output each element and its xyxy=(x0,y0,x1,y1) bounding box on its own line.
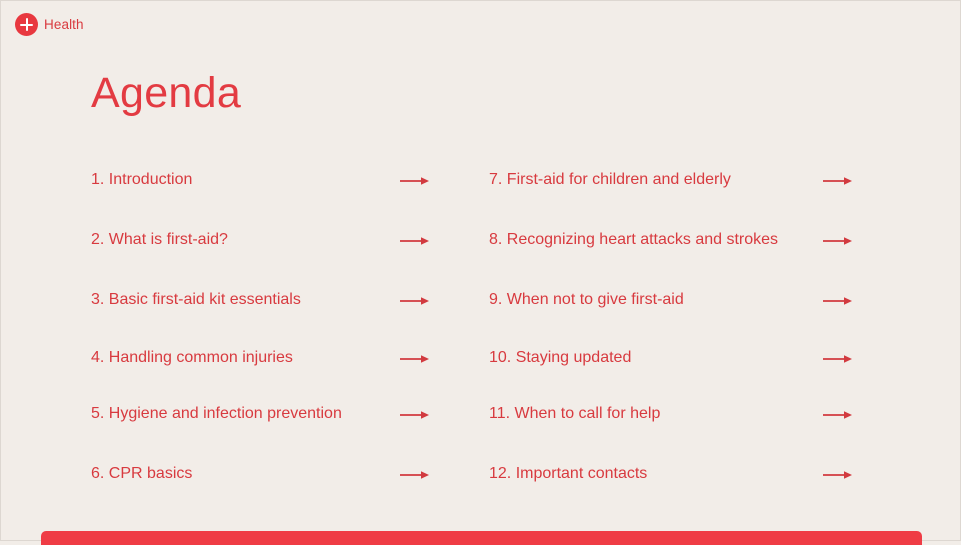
brand xyxy=(15,13,84,36)
agenda-item xyxy=(489,349,631,367)
agenda-item xyxy=(91,349,293,367)
footer-accent-bar xyxy=(41,531,922,545)
agenda-item-label: 5. Hygiene and infection prevention xyxy=(91,405,342,422)
agenda-item xyxy=(91,231,228,249)
arrow-right-icon xyxy=(823,296,853,306)
arrow-right-icon xyxy=(823,410,853,420)
arrow-right-icon xyxy=(823,470,853,480)
arrow-right-icon xyxy=(400,354,430,364)
agenda-item xyxy=(91,291,301,309)
agenda-item-label: 1. Introduction xyxy=(91,171,193,188)
arrow-right-icon xyxy=(823,236,853,246)
plus-circle-icon xyxy=(15,13,38,36)
page-title: Agenda xyxy=(91,69,242,117)
arrow-right-icon xyxy=(400,410,430,420)
agenda-item xyxy=(489,231,778,249)
agenda-item-label: 6. CPR basics xyxy=(91,465,193,482)
brand-label: Health xyxy=(44,17,84,32)
agenda-item xyxy=(91,465,192,483)
agenda-item-label: 8. Recognizing heart attacks and strokes xyxy=(489,231,779,248)
agenda-item-label: 3. Basic first-aid kit essentials xyxy=(91,291,301,308)
agenda-item-label: 2. What is first-aid? xyxy=(91,231,228,248)
agenda-item-label: 11. When to call for help xyxy=(489,405,661,422)
agenda-item xyxy=(91,171,192,189)
agenda-item xyxy=(489,291,684,309)
agenda-item-label: 7. First-aid for children and elderly xyxy=(489,171,731,188)
agenda-item xyxy=(489,171,731,189)
agenda-item-label: 9. When not to give first-aid xyxy=(489,291,684,308)
arrow-right-icon xyxy=(823,176,853,186)
arrow-right-icon xyxy=(400,470,430,480)
agenda-item-label: 12. Important contacts xyxy=(489,465,648,482)
arrow-right-icon xyxy=(400,176,430,186)
agenda-item xyxy=(489,405,660,423)
agenda-item-label: 4. Handling common injuries xyxy=(91,349,293,366)
arrow-right-icon xyxy=(823,354,853,364)
arrow-right-icon xyxy=(400,296,430,306)
arrow-right-icon xyxy=(400,236,430,246)
agenda-item xyxy=(91,405,342,423)
agenda-item-label: 10. Staying updated xyxy=(489,349,632,366)
agenda-item xyxy=(489,465,647,483)
